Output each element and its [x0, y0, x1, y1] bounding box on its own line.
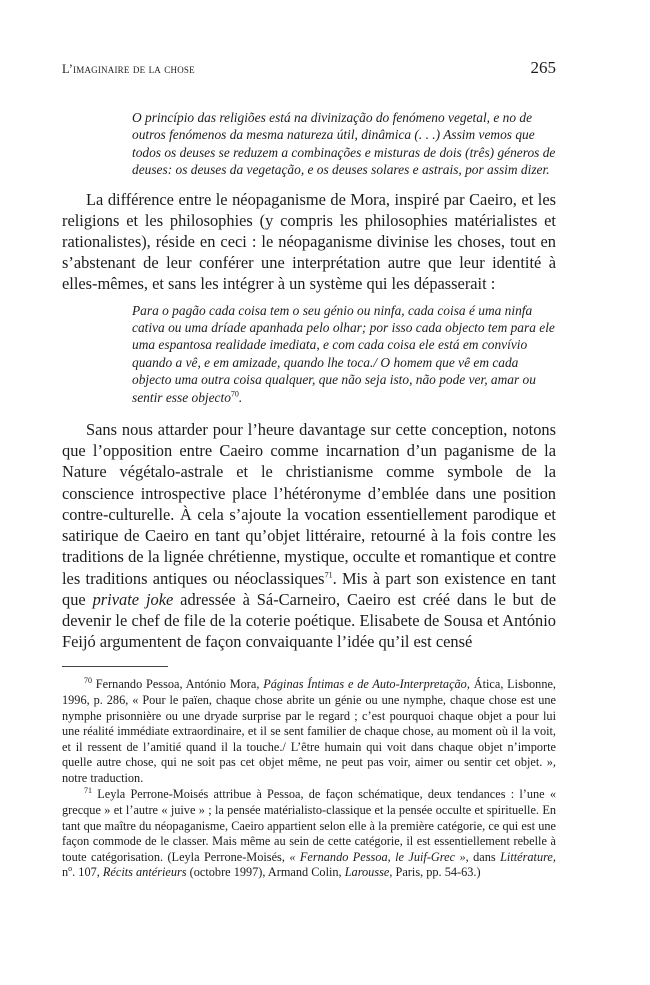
paragraph-1: La différence entre le néopaganisme de Mora, inspiré par Caeiro, et les religions et les philosophies (y compris les philosophies matérialistes et rationalistes), réside en ceci : le néopaganisme divinise les choses, tout en s’abstenant de leur conférer une interprétation autre que leur identité à elles-mêmes, et sans les intégrer à un système qui les dépasserait :: [62, 189, 556, 294]
footnote-70-text-a: Fernando Pessoa, António Mora,: [95, 677, 264, 692]
footnote-71-text-a: Leyla Perrone-Moisés attribue à Pessoa, de façon schématique, deux tendances : l’une « grecque » et l’autre « juive » ; la pensée matérialisto-classique et la pensée occulte et spirituelle. En tant que maître du néopaganisme, Caeiro appartient selon elle à la première catégorie, ce qui est une façon commode de le classer. Mais même au sein de cette catégorie, il est essentiellement rebelle à toute catégorisation. (Leyla Perrone-Moisés,: [62, 787, 556, 864]
footnote-separator: [62, 666, 168, 667]
paragraph-2-part2: . Mis à part son existence en tant que: [62, 568, 556, 609]
footnote-70-title: Páginas Íntimas e de Auto-Interpretação: [263, 677, 467, 692]
page-header: [62, 58, 556, 78]
paragraph-2: [62, 419, 556, 652]
footnote-71-number-sup: o: [68, 864, 73, 874]
block-quote-1: O princípio das religiões está na divinização do fenómeno vegetal, e no de outros fenómenos da mesma natureza útil, dinâmica (. . .) Assim vemos que todos os deuses se reduzem a combinações e misturas de dois (três) géneros de deuses: os deuses da vegetação, e os deuses solares e astrais, por assim dizer.: [132, 110, 556, 178]
page-body: [62, 100, 556, 881]
footnote-71: [62, 787, 556, 881]
paragraph-2-part3: adressée à Sá-Carneiro, Caeiro est créé dans le but de devenir le chef de file de la coterie poétique. Elisabete de Sousa et António Feijó argumentent de façon convaiquante l’idée qu’il est censé: [62, 589, 556, 652]
footnote-71-text-e: (octobre 1997), Armand Colin,: [186, 865, 345, 880]
footnote-71-title-4: Larousse: [344, 865, 390, 880]
block-quote-2-text: Para o pagão cada coisa tem o seu génio ou ninfa, cada coisa é uma ninfa cativa ou uma dríade apanhada pelo olhar; por isso cada objecto tem para ele uma espantosa realidade imediata, e com cada coisa ele está em convívio quando a vê, e em amizade, quando lhe toca./ O homem que vê em cada objecto uma outra coisa qualquer, que não seja isto, não pode ver, amar ou sentir esse objecto: [132, 302, 555, 405]
footnote-71-text-d: . 107,: [72, 865, 103, 880]
footnote-71-text-b: dans: [468, 849, 501, 864]
footnote-71-text-f: , Paris, pp. 54-63.): [389, 865, 481, 880]
footnote-71-title-3: Récits antérieurs: [102, 865, 187, 880]
footnote-70-number: 70: [84, 676, 92, 686]
footnote-70: [62, 677, 556, 786]
footnote-71-number: 71: [84, 786, 92, 796]
running-head: L’imaginaire de la chose: [62, 62, 195, 76]
footnote-71-text-c: n: [62, 865, 69, 880]
footnote-71-title-1: « Fernando Pessoa, le Juif-Grec »,: [289, 849, 469, 864]
page-number: 265: [530, 58, 556, 77]
paragraph-2-part1: Sans nous attarder pour l’heure davantage sur cette conception, notons que l’opposition entre Caeiro comme incarnation d’un paganisme de la Nature végétalo-astrale et le christianisme comme symbole de la conscience introspective place l’hétéronyme d’emblée dans une position contre-culturelle. À cela s’ajoute la vocation essentiellement parodique et satirique de Caeiro en tant qu’objet littéraire, retourné à la fois contre les traditions de la lignée chrétienne, mystique, occulte et romantique et contre les traditions antiques ou néoclassiques: [62, 420, 556, 588]
footnote-71-title-2: Littérature,: [500, 849, 556, 864]
footnote-70-text-b: , Ática, Lisbonne, 1996, p. 286, « Pour le païen, chaque chose abrite un génie ou une nymphe, chaque chose est une nymphe prisonnière ou une dryade surprise par le regard ; c’est pourquoi chaque objet a pour lui une réalité immédiate extraordinaire, et il se sent familier de chaque chose, au moment où il la voit, et il ressent de l’amitié quand il la touche./ L’être humain qui voit dans chaque objet n’importe quelle autre chose, qui ne soit pas cet objet même, ne peut pas voir, aimer ou sentir cet objet. », notre traduction.: [62, 677, 557, 785]
footnote-ref-71[interactable]: 71: [324, 570, 333, 580]
footnote-ref-70[interactable]: 70: [230, 389, 239, 399]
block-quote-2: Para o pagão cada coisa tem o seu génio ou ninfa, cada coisa é uma ninfa cativa ou uma dríade apanhada pelo olhar; por isso cada objecto tem para ele uma espantosa realidade imediata, e com cada coisa ele está em convívio quando a vê, e em amizade, quando lhe toca./ O homem que vê em cada objecto uma outra coisa qualquer, que não seja isto, não pode ver, amar ou sentir esse objecto$^{70}$.: [132, 302, 555, 405]
paragraph-2-italic: private joke: [92, 589, 174, 609]
